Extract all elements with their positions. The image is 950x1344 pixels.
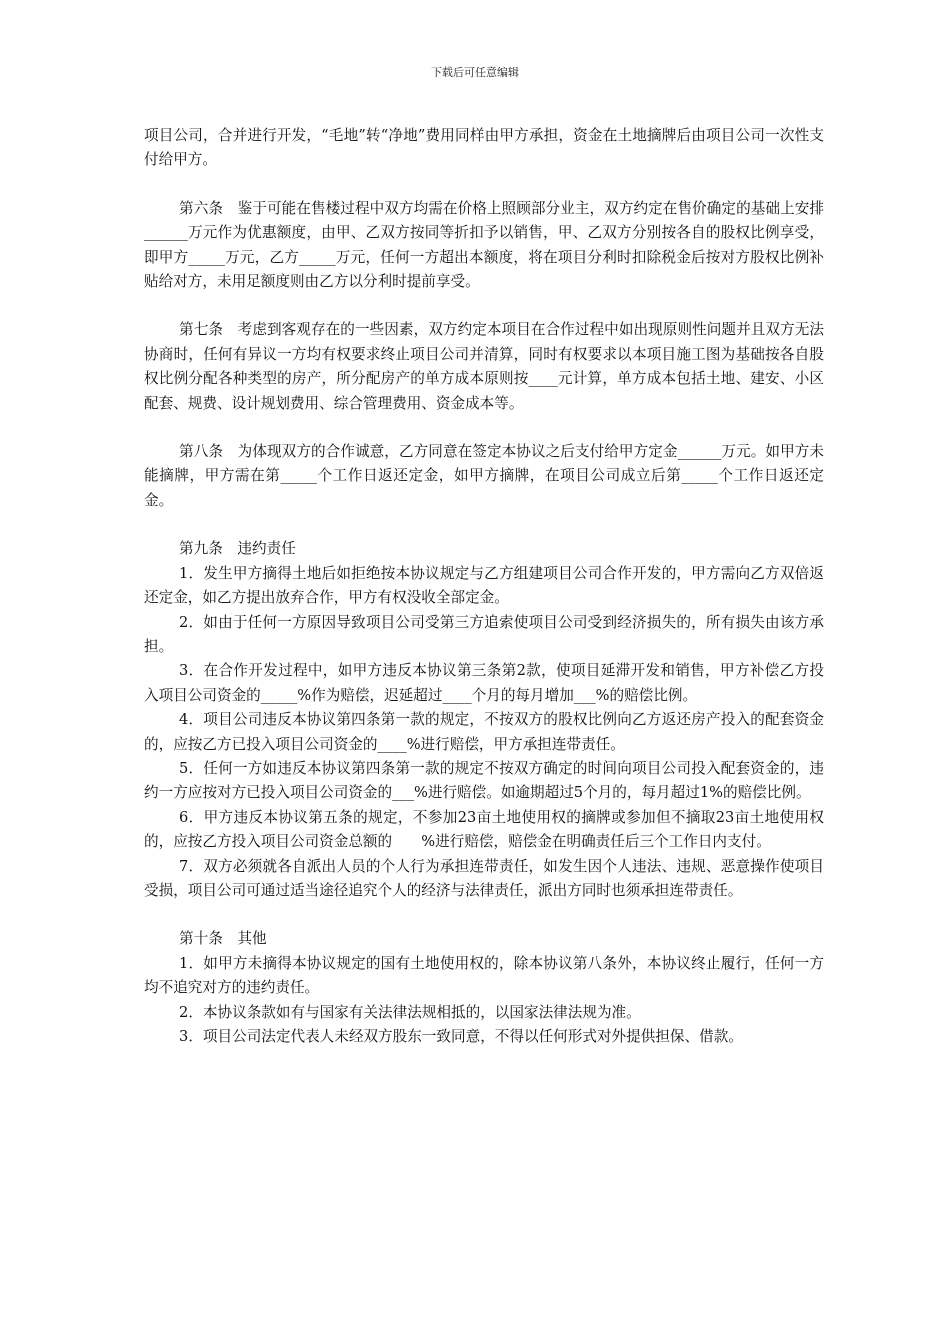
document-body [144,124,824,1049]
article-9-item-3: 3．在合作开发过程中，如甲方违反本协议第三条第2款，使项目延滞开发和销售，甲方补偿乙方投入项目公司资金的_____%作为赔偿，迟延超过____个月的每月增加___%的赔偿比例。 [144,662,824,704]
article-9-item-6: 6．甲方违反本协议第五条的规定，不参加23亩土地使用权的摘牌或参加但不摘取23亩土地使用权的，应按乙方投入项目公司资金总额的 %进行赔偿，赔偿金在明确责任后三个工作日内支付。 [144,808,824,851]
article-7: 第七条 考虑到客观存在的一些因素，双方约定本项目在合作过程中如出现原则性问题并且双方无法协商时，任何有异议一方均有权要求终止项目公司并清算，同时有权要求以本项目施工图为基础按各自股权比例分配各种类型的房产，所分配房产的单方成本原则按____元计算，单方成本包括土地、建安、小区配套、规费、设计规划费用、综合管理费用、资金成本等。 [144,321,824,412]
article-9-item-1: 1．发生甲方摘得土地后如拒绝按本协议规定与乙方组建项目公司合作开发的，甲方需向乙方双倍返还定金，如乙方提出放弃合作，甲方有权没收全部定金。 [144,564,824,607]
article-9-item-4: 4．项目公司违反本协议第四条第一款的规定，不按双方的股权比例向乙方返还房产投入的配套资金的，应按乙方已投入项目公司资金的____%进行赔偿，甲方承担连带责任。 [144,711,824,753]
paragraph-continuation: 项目公司，合并进行开发，“毛地”转“净地”费用同样由甲方承担，资金在土地摘牌后由项目公司一次性支付给甲方。 [144,127,824,169]
article-10-item-2: 2．本协议条款如有与国家有关法律法规相抵的，以国家法律法规为准。 [179,1003,641,1021]
article-9-heading: 第九条 违约责任 [179,540,296,558]
article-8: 第八条 为体现双方的合作诚意，乙方同意在签定本协议之后支付给甲方定金______万元。如甲方未能摘牌，甲方需在第_____个工作日返还定金，如甲方摘牌，在项目公司成立后第_____个工作日返还定金。 [144,443,824,509]
article-9-item-2: 2．如由于任何一方原因导致项目公司受第三方追索使项目公司受到经济损失的，所有损失由该方承担。 [144,613,824,655]
article-10-item-1: 1．如甲方未摘得本协议规定的国有土地使用权的，除本协议第八条外，本协议终止履行，任何一方均不追究对方的违约责任。 [144,954,824,997]
article-10-item-3: 3．项目公司法定代表人未经双方股东一致同意，不得以任何形式对外提供担保、借款。 [179,1028,743,1045]
article-9-item-7: 7．双方必须就各自派出人员的个人行为承担连带责任，如发生因个人违法、违规、恶意操作使项目受损，项目公司可通过适当途径追究个人的经济与法律责任，派出方同时也须承担连带责任。 [144,857,824,899]
article-6: 第六条 鉴于可能在售楼过程中双方均需在价格上照顾部分业主，双方约定在售价确定的基础上安排______万元作为优惠额度，由甲、乙双方按同等折扣予以销售，甲、乙双方分别按各自的股权比例享受，即甲方_____万元，乙方_____万元，任何一方超出本额度，将在项目分利时扣除税金后按对方股权比例补贴给对方，未用足额度则由乙方以分利时提前享受。 [144,199,824,291]
article-10-heading: 第十条 其他 [179,930,267,948]
page-header: 下载后可任意编辑 [431,66,519,79]
article-9-item-5: 5．任何一方如违反本协议第四条第一款的规定不按双方确定的时间向项目公司投入配套资金的，违约一方应按对方已投入项目公司资金的___%进行赔偿。如逾期超过5个月的，每月超过1%的赔偿比例。 [144,759,824,802]
